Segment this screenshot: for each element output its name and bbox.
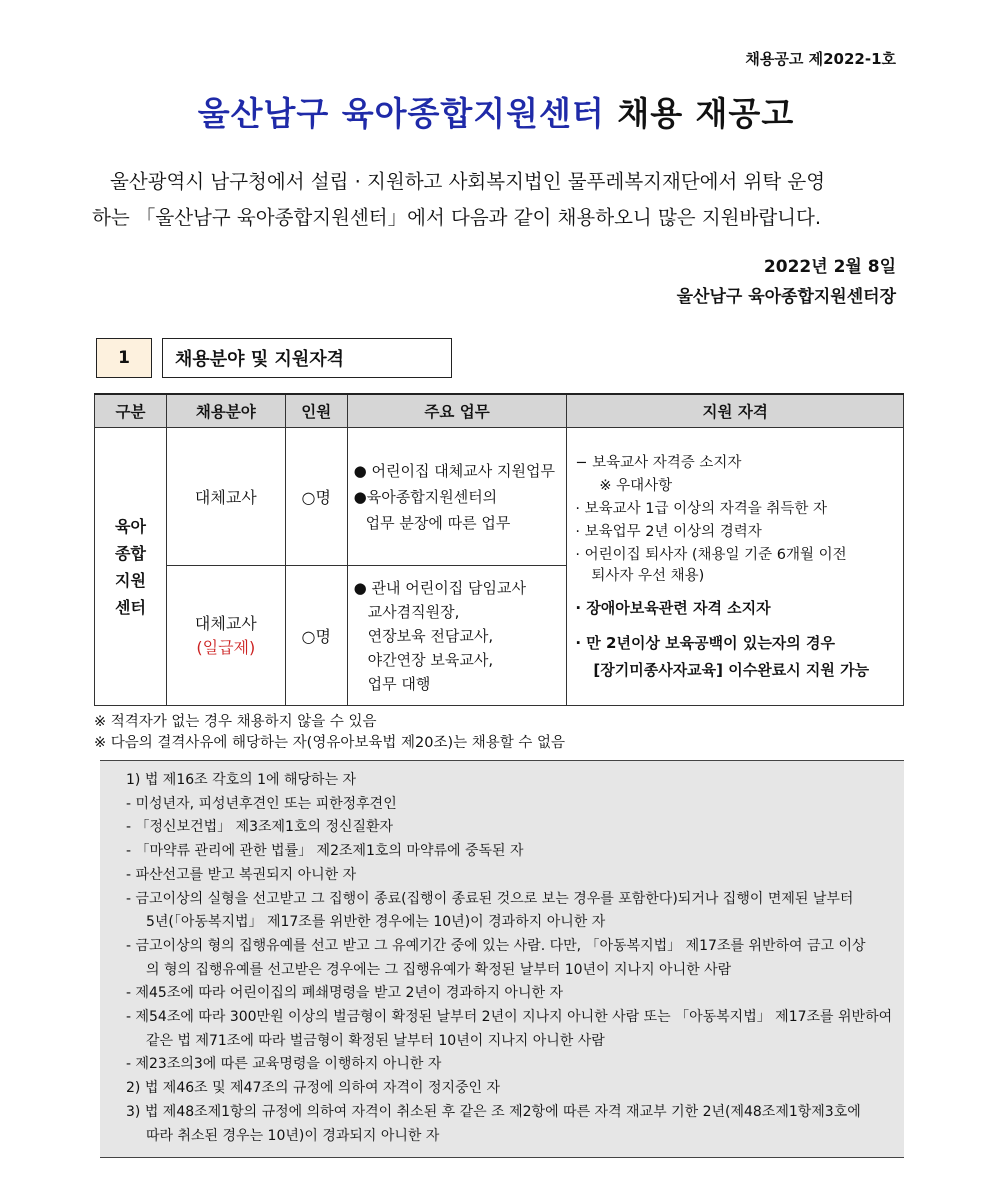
header-duties: 주요 업무 bbox=[347, 394, 567, 428]
reason-line: - 미성년자, 피성년후견인 또는 피한정후견인 bbox=[126, 795, 397, 812]
intro-line-2: 하는 「울산남구 육아종합지원센터」에서 다음과 같이 채용하오니 많은 지원바랍니다. bbox=[92, 206, 822, 229]
reason-line: - 파산선고를 받고 복권되지 아니한 자 bbox=[126, 866, 357, 883]
reason-line: - 금고이상의 형의 집행유예를 선고 받고 그 유예기간 중에 있는 사람. 다만, 「아동복지법」 제17조를 위반하여 금고 이상 bbox=[126, 937, 866, 954]
header-category: 구분 bbox=[95, 394, 167, 428]
reason-line: - 제45조에 따라 어린이집의 폐쇄명령을 받고 2년이 경과하지 아니한 자 bbox=[126, 985, 563, 1002]
count-cell: ○명 bbox=[285, 566, 347, 706]
notice-number: 채용공고 제2022-1호 bbox=[745, 50, 896, 68]
reason-line: - 제54조에 따라 300만원 이상의 벌금형이 확정된 날부터 2년이 지나지 아니한 사람 또는 「아동복지법」 제17조를 위반하여 bbox=[126, 1009, 893, 1026]
page-title bbox=[0, 88, 992, 135]
header-field: 채용분야 bbox=[166, 394, 285, 428]
table-header-row bbox=[95, 394, 904, 428]
disqualification-reasons-box bbox=[100, 760, 904, 1158]
reason-line: 같은 법 제71조에 따라 벌금형이 확정된 날부터 10년이 지나지 아니한 사람 bbox=[146, 1032, 605, 1049]
section-title: 채용분야 및 지원자격 bbox=[162, 338, 452, 378]
reason-line: 의 형의 집행유예를 선고받은 경우에는 그 집행유예가 확정된 날부터 10년이 지나지 아니한 사람 bbox=[146, 961, 732, 978]
reason-line: - 「마약류 관리에 관한 법률」 제2조제1호의 마약류에 중독된 자 bbox=[126, 843, 524, 860]
reason-line: 5년(「아동복지법」 제17조를 위반한 경우에는 10년)이 경과하지 아니한 자 bbox=[146, 914, 606, 931]
notes bbox=[94, 712, 565, 754]
field-cell: 대체교사 bbox=[166, 428, 285, 566]
count-cell: ○명 bbox=[285, 428, 347, 566]
duty-cell: ● 관내 어린이집 담임교사 교사겸직원장, 연장보육 전담교사, 야간연장 보육교사, 업무 대행 bbox=[347, 566, 567, 706]
reason-line: 2) 법 제46조 및 제47조의 규정에 의하여 자격이 정지중인 자 bbox=[126, 1080, 501, 1097]
notice-date: 2022년 2월 8일 bbox=[763, 257, 896, 277]
reason-line: - 금고이상의 실형을 선고받고 그 집행이 종료(집행이 종료된 것으로 보는 경우를 포함한다)되거나 집행이 면제된 날부터 bbox=[126, 890, 854, 907]
header-count: 인원 bbox=[285, 394, 347, 428]
reason-line: 따라 취소된 경우는 10년)이 경과되지 아니한 자 bbox=[146, 1127, 440, 1144]
header-qualifications: 지원 자격 bbox=[567, 394, 904, 428]
title-center-name: 울산남구 육아종합지원센터 bbox=[197, 94, 605, 133]
section-number: 1 bbox=[96, 338, 152, 378]
note-1: ※ 적격자가 없는 경우 채용하지 않을 수 있음 bbox=[94, 714, 377, 730]
reason-line: - 제23조의3에 따른 교육명령을 이행하지 아니한 자 bbox=[126, 1056, 442, 1073]
title-suffix: 채용 재공고 bbox=[617, 94, 795, 133]
note-2: ※ 다음의 결격사유에 해당하는 자(영유아보육법 제20조)는 채용할 수 없음 bbox=[94, 735, 565, 751]
reason-line: 3) 법 제48조제1항의 규정에 의하여 자격이 취소된 후 같은 조 제2항에 따른 자격 재교부 기한 2년(제48조제1항제3호에 bbox=[126, 1103, 861, 1120]
department-cell: 육아 종합 지원 센터 bbox=[95, 428, 167, 706]
issuer-name: 울산남구 육아종합지원센터장 bbox=[676, 287, 896, 307]
duty-cell: ● 어린이집 대체교사 지원업무 ●육아종합지원센터의 업무 분장에 따른 업무 bbox=[347, 428, 567, 566]
field-cell: 대체교사 (일급제) bbox=[166, 566, 285, 706]
intro-paragraph bbox=[92, 164, 902, 236]
intro-line-1: 울산광역시 남구청에서 설립 · 지원하고 사회복지법인 물푸레복지재단에서 위탁 운영 bbox=[110, 170, 826, 193]
table-row bbox=[95, 428, 904, 566]
recruitment-table bbox=[94, 393, 904, 706]
reason-line: - 「정신보건법」 제3조제1호의 정신질환자 bbox=[126, 819, 394, 836]
reason-line: 1) 법 제16조 각호의 1에 해당하는 자 bbox=[126, 772, 357, 788]
daily-wage-label: (일급제) bbox=[196, 637, 256, 657]
qualifications-cell: − 보육교사 자격증 소지자 ※ 우대사항 · 보육교사 1급 이상의 자격을 취득한 자 · 보육업무 2년 이상의 경력자 · 어린이집 퇴사자 (채용일 기준 6개월 이전 퇴사자 우선 채용) · 장애아보육관련 자격 소지자 · 만 2년이상 보육공백이 있는자의 경우 [장기미종사자교육] 이수완료시 지원 가능 bbox=[567, 428, 904, 706]
